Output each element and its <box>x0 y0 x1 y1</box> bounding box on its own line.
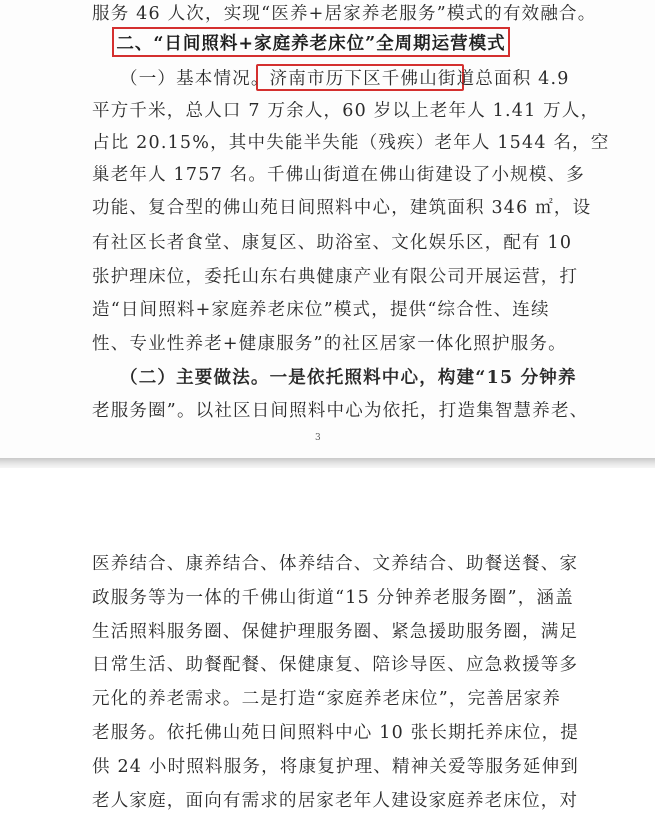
body-line: 老人家庭，面向有需求的居家老年人建设家庭养老床位，对 <box>92 791 579 811</box>
body-line: 供 24 小时照料服务，将康复护理、精神关爱等服务延伸到 <box>92 757 579 777</box>
basic-info-line: 造“日间照料+家庭养老床位”模式，提供“综合性、连续 <box>92 300 550 320</box>
basic-info-line: 有社区长者食堂、康复区、助浴室、文化娱乐区，配有 10 <box>92 233 573 253</box>
body-line: 老服务。依托佛山苑日间照料中心 10 张长期托养床位，提 <box>92 723 579 743</box>
body-line: 医养结合、康养结合、体养结合、文养结合、助餐送餐、家 <box>92 554 579 574</box>
practice-line: （二）主要做法。一是依托照料中心，构建“15 分钟养 <box>120 368 577 388</box>
document-page-lower <box>0 468 655 825</box>
body-line: 日常生活、助餐配餐、保健康复、陪诊导医、应急救援等多 <box>92 655 579 675</box>
section-heading: 二、“日间照料+家庭养老床位”全周期运营模式 <box>112 27 510 57</box>
body-line: 元化的养老需求。二是打造“家庭养老床位”，完善居家养 <box>92 689 562 709</box>
basic-info-line: 张护理床位，委托山东右典健康产业有限公司开展运营，打 <box>92 267 579 287</box>
basic-info-line: 性、专业性养老+健康服务”的社区居家一体化照护服务。 <box>92 334 567 354</box>
basic-info-line: 功能、复合型的佛山苑日间照料中心，建筑面积 346 ㎡，设 <box>92 198 592 218</box>
basic-info-line: 占比 20.15%，其中失能半失能（残疾）老年人 1544 名，空 <box>92 133 610 153</box>
body-line: 政服务等为一体的千佛山街道“15 分钟养老服务圈”，涵盖 <box>92 588 574 608</box>
basic-info-line: （一）基本情况。济南市历下区千佛山街道总面积 4.9 <box>120 69 570 89</box>
text-line-previous: 服务 46 人次，实现“医养+居家养老服务”模式的有效融合。 <box>92 4 597 24</box>
page-separator <box>0 458 655 468</box>
body-line: 生活照料服务圈、保健护理服务圈、紧急援助服务圈，满足 <box>92 622 579 642</box>
basic-info-line: 平方千米，总人口 7 万余人，60 岁以上老年人 1.41 万人， <box>92 101 600 121</box>
practice-line: 老服务圈”。以社区日间照料中心为依托，打造集智慧养老、 <box>92 401 589 421</box>
page-number: 3 <box>315 433 321 443</box>
basic-info-line: 巢老年人 1757 名。千佛山街道在佛山街建设了小规模、多 <box>92 165 585 185</box>
